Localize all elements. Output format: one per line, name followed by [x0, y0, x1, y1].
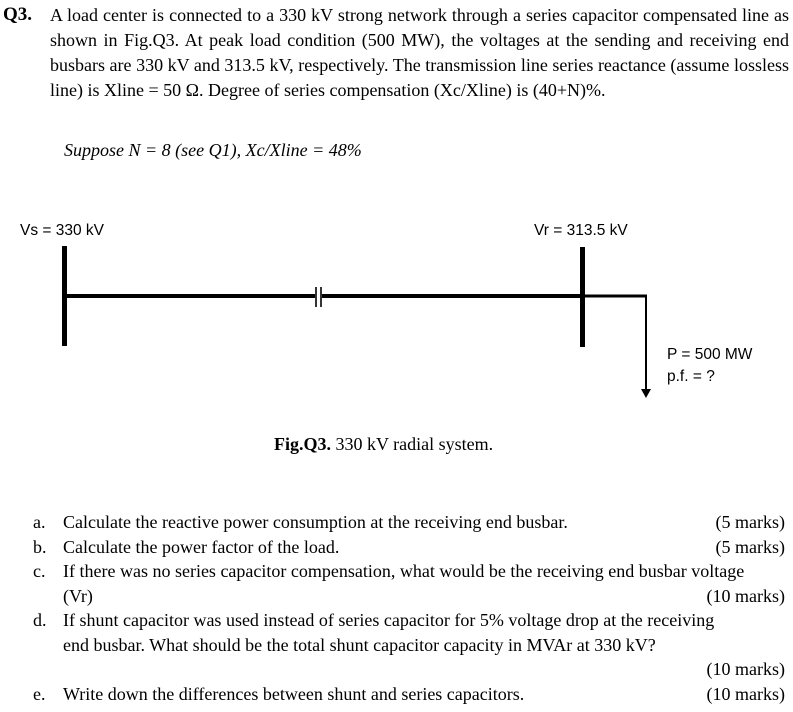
- part-letter: d.: [33, 610, 47, 630]
- part-marks: (10 marks): [706, 585, 785, 606]
- part-marks: (10 marks): [706, 683, 785, 704]
- part-marks: (5 marks): [715, 536, 785, 557]
- part-letter: b.: [33, 536, 47, 557]
- part-marks: (5 marks): [715, 512, 785, 532]
- part-text-line-1: If there was no series capacitor compensation, what would be the receiving end busbar voltage: [63, 561, 745, 581]
- load-power-factor-label: p.f. = ?: [667, 368, 715, 385]
- part-e: [0, 682, 793, 707]
- suppose-note: Suppose N = 8 (see Q1), Xc/Xline = 48%: [64, 140, 362, 160]
- question-number: Q3.: [3, 4, 33, 25]
- load-arrow-icon: [641, 389, 651, 398]
- part-text: Calculate the power factor of the load.: [63, 536, 340, 557]
- part-text-line-2: (Vr): [63, 585, 93, 606]
- part-letter: a.: [33, 512, 46, 532]
- part-text-line-2: end busbar. What should be the total shunt capacitor capacity in MVAr at 330 kV?: [63, 634, 656, 655]
- part-b: [0, 535, 793, 560]
- sub-questions: [0, 510, 793, 706]
- part-c: [0, 559, 793, 608]
- receiving-voltage-label: Vr = 313.5 kV: [534, 222, 628, 239]
- sending-voltage-label: Vs = 330 kV: [20, 222, 105, 239]
- figure-caption-text: 330 kV radial system.: [331, 434, 494, 454]
- load-power-label: P = 500 MW: [667, 346, 753, 363]
- part-text: Write down the differences between shunt and series capacitors.: [63, 683, 525, 704]
- question-text: A load center is connected to a 330 kV strong network through a series capacitor compensated line as shown in Fig.Q3. At peak load condition (500 MW), the voltages at the sending and receiving end busbars are 330 kV and 313.5 kV, respectively. The transmission line series reactance (assume lossless line) is Xline = 50 Ω. Degree of series compensation (Xc/Xline) is (40+N)%.: [50, 5, 789, 100]
- part-letter: c.: [33, 561, 46, 581]
- part-letter: e.: [33, 683, 46, 704]
- part-text: Calculate the reactive power consumption at the receiving end busbar.: [63, 512, 568, 532]
- part-a: [0, 510, 793, 535]
- figure-caption: [274, 434, 493, 455]
- part-text-line-1: If shunt capacitor was used instead of series capacitor for 5% voltage drop at the receiving: [63, 610, 715, 630]
- part-d: [0, 608, 793, 682]
- figure-caption-number: Fig.Q3.: [274, 434, 331, 454]
- part-marks: (10 marks): [706, 659, 785, 679]
